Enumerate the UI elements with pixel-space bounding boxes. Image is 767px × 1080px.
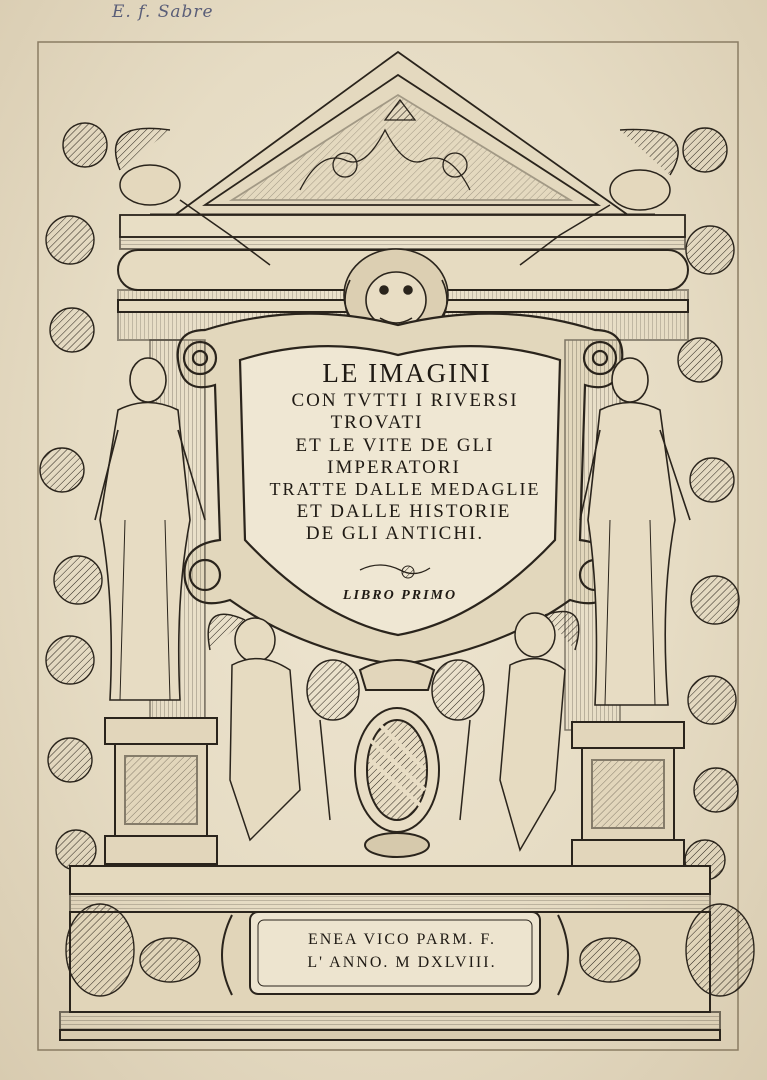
pediment xyxy=(120,52,685,249)
title-block xyxy=(250,358,550,546)
title-line-5: IMPERATORI xyxy=(327,457,461,479)
left-garland xyxy=(40,123,107,870)
title-line-3: TROVATI xyxy=(330,412,424,434)
right-garland xyxy=(678,128,739,880)
owner-inscription: E. f. Sabre xyxy=(112,2,214,22)
title-line-2: CON TVTTI I RIVERSI xyxy=(291,389,519,411)
imprint xyxy=(262,928,542,974)
title-line-4: ET LE VITE DE GLI xyxy=(295,434,495,456)
imprint-line-2: L' ANNO. M DXLVIII. xyxy=(307,954,497,972)
title-line-1: LE IMAGINI xyxy=(322,358,492,388)
coat-of-arms xyxy=(355,660,439,857)
imprint-line-1: ENEA VICO PARM. F. xyxy=(307,931,497,948)
title-line-7: ET DALLE HISTORIE xyxy=(296,500,512,522)
volume-label: LIBRO PRIMO xyxy=(342,588,458,603)
title-line-6: TRATTE DALLE MEDAGLIE xyxy=(269,479,541,500)
title-line-8: DE GLI ANTICHI. xyxy=(305,523,485,545)
